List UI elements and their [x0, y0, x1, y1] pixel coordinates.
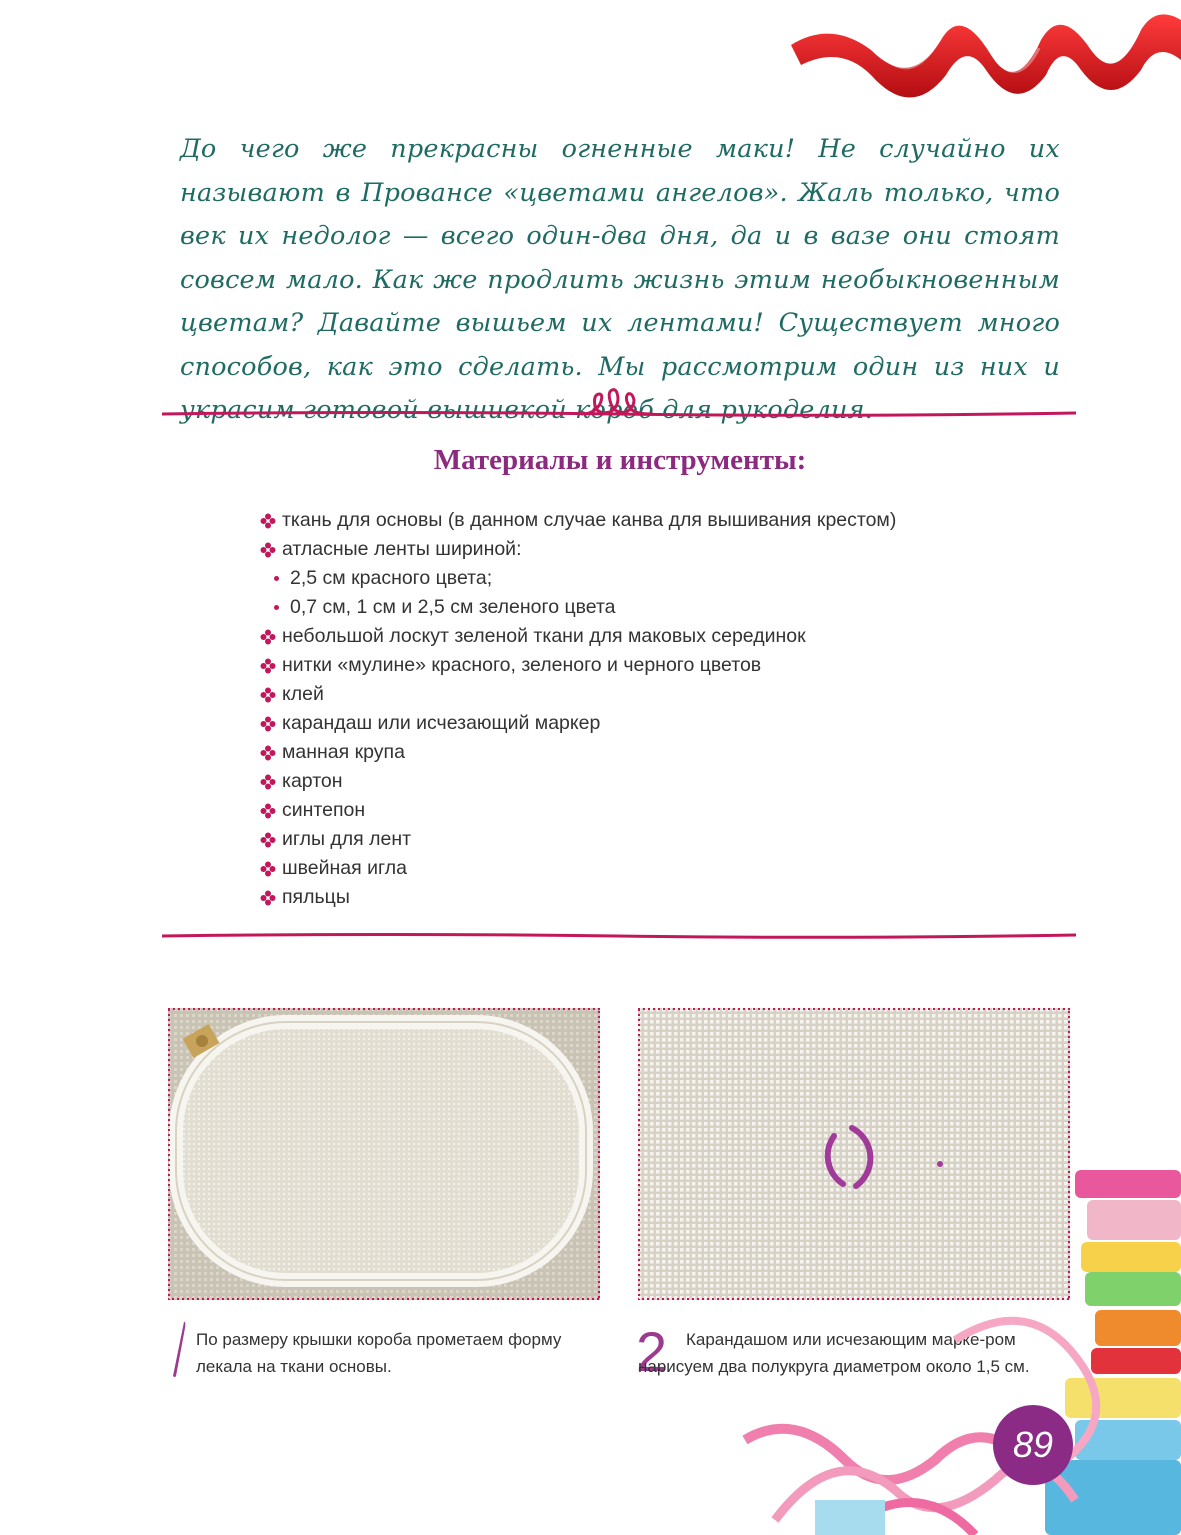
- list-item-text: пяльцы: [282, 886, 350, 908]
- list-item-text: карандаш или исчезающий маркер: [282, 712, 601, 734]
- list-item-text: нитки «мулине» красного, зеленого и черного цветов: [282, 654, 762, 676]
- intro-paragraph: До чего же прекрасны огненные маки! Не случайно их называют в Провансе «цветами ангелов». Жаль только, что век их недолог — всего один-два дня, да и в вазе они стоят совсем мало. Как же продлить жизнь этим необыкновенным цветам? Давайте вышьем их лентами! Существует много способов, как это сделать. Мы рассмотрим один из них и украсим готовой вышивкой короб для рукоделия.: [180, 134, 1060, 425]
- step-text-2: Карандашом или исчезающим марке-ром нарисуем два полукруга диаметром около 1,5 см.: [638, 1330, 1030, 1376]
- list-item: [258, 738, 896, 767]
- list-item-text: клей: [282, 683, 324, 705]
- list-item-text: манная крупа: [282, 741, 405, 763]
- list-item: [258, 767, 896, 796]
- step-number-1: [168, 1318, 190, 1380]
- list-item-text: иглы для лент: [282, 828, 412, 850]
- dot-bullet-icon: [274, 605, 279, 610]
- list-item: [258, 825, 896, 854]
- dot-bullet-icon: [274, 576, 279, 581]
- list-item: [258, 680, 896, 709]
- red-ribbon-decoration: [761, 0, 1181, 110]
- diamond-bullet-icon: [260, 745, 276, 761]
- list-item-text: небольшой лоскут зеленой ткани для маковых серединок: [282, 625, 806, 647]
- diamond-bullet-icon: [260, 687, 276, 703]
- materials-list: [258, 506, 896, 912]
- list-subitem: [258, 564, 896, 593]
- list-item-text: картон: [282, 770, 343, 792]
- page-number-badge: 89: [993, 1405, 1073, 1485]
- diamond-bullet-icon: [260, 861, 276, 877]
- list-item: [258, 535, 896, 564]
- step-text-1: По размеру крышки короба прометаем форму лекала на ткани основы.: [196, 1330, 562, 1376]
- list-item: [258, 651, 896, 680]
- list-item: [258, 796, 896, 825]
- diamond-bullet-icon: [260, 803, 276, 819]
- divider-bottom: [162, 920, 1076, 960]
- list-item: [258, 883, 896, 912]
- list-item: [258, 854, 896, 883]
- list-item: [258, 622, 896, 651]
- swirl-ornament-icon: [582, 390, 652, 414]
- list-item: [258, 506, 896, 535]
- list-subitem: [258, 593, 896, 622]
- list-item-text: 0,7 см, 1 см и 2,5 см зеленого цвета: [290, 596, 616, 618]
- list-item-text: ткань для основы (в данном случае канва для вышивания крестом): [282, 509, 897, 531]
- step-number-2: 2: [636, 1320, 668, 1383]
- ribbon-spools-decoration: [735, 1140, 1181, 1535]
- list-item: [258, 709, 896, 738]
- materials-title: Материалы и инструменты:: [433, 444, 807, 476]
- list-item-text: синтепон: [282, 799, 366, 821]
- diamond-bullet-icon: [260, 542, 276, 558]
- diamond-bullet-icon: [260, 890, 276, 906]
- list-item-text: атласные ленты шириной:: [282, 538, 522, 560]
- list-item-text: 2,5 см красного цвета;: [290, 567, 493, 589]
- diamond-bullet-icon: [260, 774, 276, 790]
- diamond-bullet-icon: [260, 658, 276, 674]
- photo-hoop-canvas: [168, 1008, 600, 1300]
- diamond-bullet-icon: [260, 513, 276, 529]
- divider-top: [162, 378, 1076, 418]
- diamond-bullet-icon: [260, 629, 276, 645]
- list-item-text: швейная игла: [282, 857, 407, 879]
- diamond-bullet-icon: [260, 716, 276, 732]
- diamond-bullet-icon: [260, 832, 276, 848]
